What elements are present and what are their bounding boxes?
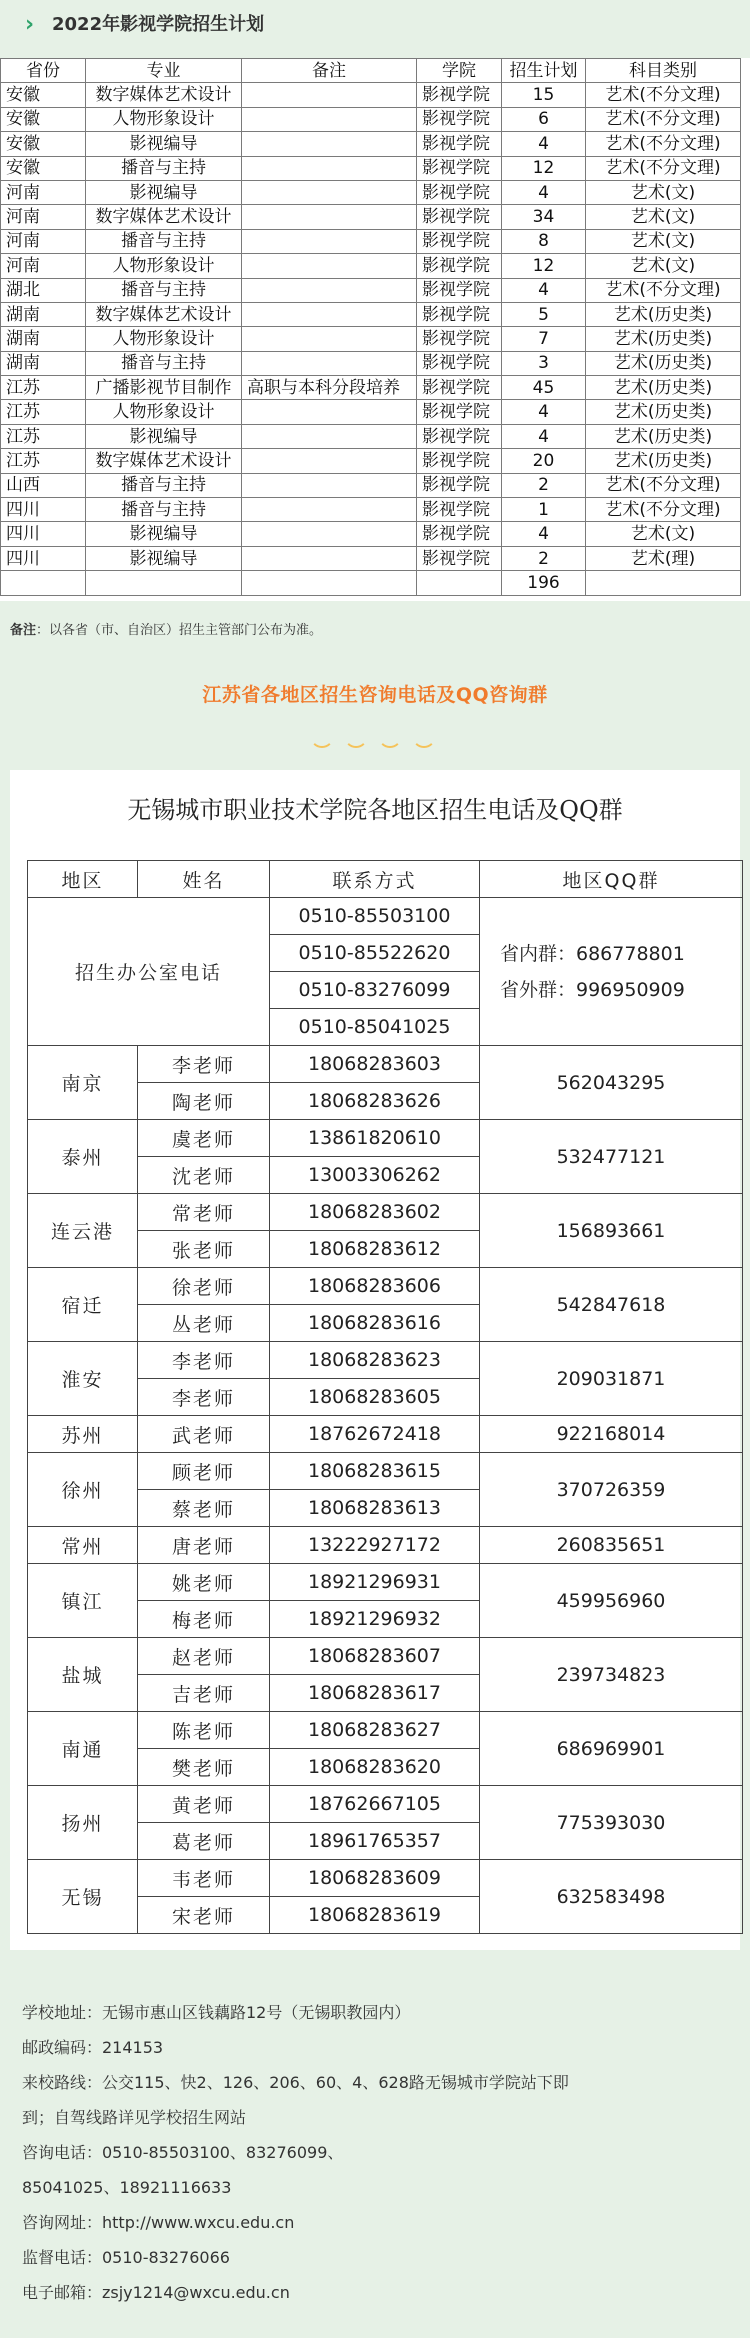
plan-cell <box>242 522 417 546</box>
office-phone: 0510-85041025 <box>270 1009 480 1046</box>
plan-cell: 影视编导 <box>86 424 242 448</box>
table-row <box>1 424 741 448</box>
plan-cell: 人物形象设计 <box>86 254 242 278</box>
plan-cell: 影视学院 <box>417 498 502 522</box>
plan-cell: 河南 <box>1 229 86 253</box>
plan-cell: 安徽 <box>1 132 86 156</box>
plan-cell: 艺术(历史类) <box>586 400 741 424</box>
table-row <box>1 156 741 180</box>
plan-cell: 艺术(不分文理) <box>586 107 741 131</box>
region-qq: 459956960 <box>480 1564 743 1638</box>
table-row <box>1 376 741 400</box>
plan-cell: 艺术(文) <box>586 180 741 204</box>
plan-cell: 安徽 <box>1 83 86 107</box>
remark-text: ：以各省（市、自治区）招生主管部门公布为准。 <box>36 623 323 638</box>
table-row <box>28 1453 743 1490</box>
plan-cell: 20 <box>502 449 586 473</box>
plan-header-cell: 学院 <box>417 59 502 83</box>
plan-cell: 影视编导 <box>86 546 242 570</box>
contact-name: 李老师 <box>138 1342 270 1379</box>
plan-cell: 4 <box>502 132 586 156</box>
plan-cell <box>417 571 502 595</box>
plan-cell: 影视学院 <box>417 546 502 570</box>
plan-cell: 7 <box>502 327 586 351</box>
contact-phone: 18068283619 <box>270 1897 480 1934</box>
contact-phone: 13003306262 <box>270 1157 480 1194</box>
plan-cell <box>242 205 417 229</box>
table-row <box>1 473 741 497</box>
table-row <box>28 1342 743 1379</box>
contact-name: 赵老师 <box>138 1638 270 1675</box>
plan-cell: 艺术(文) <box>586 205 741 229</box>
plan-cell: 影视学院 <box>417 229 502 253</box>
plan-cell: 艺术(不分文理) <box>586 473 741 497</box>
plan-cell <box>242 107 417 131</box>
plan-cell <box>242 278 417 302</box>
region-name: 泰州 <box>28 1120 138 1194</box>
plan-cell: 影视学院 <box>417 376 502 400</box>
office-qq-in: 省内群：686778801 <box>500 942 685 965</box>
footer-line: 电子邮箱：zsjy1214@wxcu.edu.cn <box>22 2283 290 2302</box>
table-row <box>28 1268 743 1305</box>
contact-phone: 13861820610 <box>270 1120 480 1157</box>
plan-cell: 人物形象设计 <box>86 107 242 131</box>
plan-cell: 艺术(历史类) <box>586 424 741 448</box>
plan-cell: 河南 <box>1 205 86 229</box>
plan-cell <box>586 571 741 595</box>
region-name: 南京 <box>28 1046 138 1120</box>
contact-name: 黄老师 <box>138 1786 270 1823</box>
plan-cell: 山西 <box>1 473 86 497</box>
table-row <box>28 1638 743 1675</box>
plan-cell: 艺术(不分文理) <box>586 498 741 522</box>
plan-cell: 播音与主持 <box>86 156 242 180</box>
plan-cell: 4 <box>502 180 586 204</box>
plan-cell: 34 <box>502 205 586 229</box>
table-row <box>1 351 741 375</box>
plan-cell: 12 <box>502 156 586 180</box>
plan-cell: 影视学院 <box>417 522 502 546</box>
table-row <box>28 1860 743 1897</box>
contact-name: 虞老师 <box>138 1120 270 1157</box>
plan-cell: 湖南 <box>1 351 86 375</box>
plan-cell: 2 <box>502 473 586 497</box>
plan-cell: 4 <box>502 522 586 546</box>
plan-cell: 15 <box>502 83 586 107</box>
plan-cell <box>242 83 417 107</box>
contact-phone: 18068283609 <box>270 1860 480 1897</box>
contact-name: 徐老师 <box>138 1268 270 1305</box>
plan-cell: 45 <box>502 376 586 400</box>
contact-phone: 18068283603 <box>270 1046 480 1083</box>
plan-cell: 江苏 <box>1 424 86 448</box>
contact-doc-title: 无锡城市职业技术学院各地区招生电话及QQ群 <box>127 796 623 824</box>
plan-cell <box>242 424 417 448</box>
plan-cell: 影视学院 <box>417 327 502 351</box>
plan-total: 196 <box>502 571 586 595</box>
contact-name: 武老师 <box>138 1416 270 1453</box>
region-name: 徐州 <box>28 1453 138 1527</box>
plan-cell: 艺术(历史类) <box>586 376 741 400</box>
contact-name: 吉老师 <box>138 1675 270 1712</box>
region-qq: 239734823 <box>480 1638 743 1712</box>
plan-cell: 影视学院 <box>417 351 502 375</box>
table-row <box>1 302 741 326</box>
region-name: 淮安 <box>28 1342 138 1416</box>
footer-line: 咨询网址：http://www.wxcu.edu.cn <box>22 2213 295 2232</box>
region-qq: 922168014 <box>480 1416 743 1453</box>
plan-cell: 广播影视节目制作 <box>86 376 242 400</box>
region-qq: 775393030 <box>480 1786 743 1860</box>
table-row <box>1 254 741 278</box>
plan-cell: 5 <box>502 302 586 326</box>
table-row <box>28 1712 743 1749</box>
contact-phone: 18068283613 <box>270 1490 480 1527</box>
plan-cell: 播音与主持 <box>86 229 242 253</box>
plan-cell <box>86 571 242 595</box>
contact-phone: 18961765357 <box>270 1823 480 1860</box>
plan-cell: 艺术(历史类) <box>586 351 741 375</box>
footer-line: 学校地址：无锡市惠山区钱藕路12号（无锡职教园内） <box>22 2003 411 2022</box>
contact-phone: 18068283615 <box>270 1453 480 1490</box>
plan-cell: 播音与主持 <box>86 473 242 497</box>
contact-phone: 13222927172 <box>270 1527 480 1564</box>
table-row <box>28 1527 743 1564</box>
plan-cell: 艺术(文) <box>586 254 741 278</box>
plan-cell <box>242 180 417 204</box>
table-row <box>1 449 741 473</box>
plan-cell: 12 <box>502 254 586 278</box>
table-row <box>1 229 741 253</box>
contact-name: 蔡老师 <box>138 1490 270 1527</box>
office-qq-out: 省外群：996950909 <box>500 978 685 1001</box>
region-qq: 156893661 <box>480 1194 743 1268</box>
plan-header-cell: 科目类别 <box>586 59 741 83</box>
office-row <box>28 898 743 935</box>
plan-cell: 播音与主持 <box>86 278 242 302</box>
plan-cell: 影视学院 <box>417 424 502 448</box>
plan-cell <box>242 400 417 424</box>
contact-header-cell: 姓名 <box>138 861 270 898</box>
table-row <box>28 1194 743 1231</box>
plan-cell: 安徽 <box>1 156 86 180</box>
table-row <box>1 83 741 107</box>
footer-info <box>0 1995 750 2310</box>
plan-title: 2022年影视学院招生计划 <box>52 14 265 35</box>
contact-phone: 18068283616 <box>270 1305 480 1342</box>
plan-cell <box>242 302 417 326</box>
table-row <box>1 107 741 131</box>
contact-name: 沈老师 <box>138 1157 270 1194</box>
plan-cell <box>242 254 417 278</box>
plan-header-cell: 备注 <box>242 59 417 83</box>
plan-cell: 人物形象设计 <box>86 327 242 351</box>
plan-header-cell: 省份 <box>1 59 86 83</box>
plan-cell <box>242 449 417 473</box>
plan-cell: 影视学院 <box>417 302 502 326</box>
table-row <box>28 1120 743 1157</box>
plan-cell: 四川 <box>1 498 86 522</box>
plan-cell: 数字媒体艺术设计 <box>86 205 242 229</box>
plan-cell: 安徽 <box>1 107 86 131</box>
plan-cell <box>242 498 417 522</box>
region-qq: 260835651 <box>480 1527 743 1564</box>
contact-name: 梅老师 <box>138 1601 270 1638</box>
contact-phone: 18068283605 <box>270 1379 480 1416</box>
region-qq: 632583498 <box>480 1860 743 1934</box>
table-row <box>1 180 741 204</box>
contact-name: 李老师 <box>138 1046 270 1083</box>
plan-cell <box>242 473 417 497</box>
contact-name: 常老师 <box>138 1194 270 1231</box>
region-qq: 542847618 <box>480 1268 743 1342</box>
contact-phone: 18068283626 <box>270 1083 480 1120</box>
contact-header-cell: 地区 <box>28 861 138 898</box>
contact-name: 葛老师 <box>138 1823 270 1860</box>
contact-name: 唐老师 <box>138 1527 270 1564</box>
plan-header-cell: 招生计划 <box>502 59 586 83</box>
plan-cell: 4 <box>502 424 586 448</box>
contact-name: 陈老师 <box>138 1712 270 1749</box>
office-phone: 0510-85522620 <box>270 935 480 972</box>
table-row <box>1 132 741 156</box>
plan-cell: 四川 <box>1 546 86 570</box>
chevron-right-icon: › <box>25 12 35 37</box>
plan-cell: 影视编导 <box>86 522 242 546</box>
contact-phone: 18068283627 <box>270 1712 480 1749</box>
region-name: 连云港 <box>28 1194 138 1268</box>
decorative-arcs-icon <box>310 724 440 748</box>
contact-card <box>10 770 740 1950</box>
plan-cell: 江苏 <box>1 376 86 400</box>
plan-cell: 1 <box>502 498 586 522</box>
plan-cell: 影视学院 <box>417 180 502 204</box>
plan-cell: 2 <box>502 546 586 570</box>
contact-name: 樊老师 <box>138 1749 270 1786</box>
plan-cell: 艺术(不分文理) <box>586 278 741 302</box>
plan-cell: 播音与主持 <box>86 351 242 375</box>
contact-phone: 18921296931 <box>270 1564 480 1601</box>
table-row <box>28 1564 743 1601</box>
plan-cell: 艺术(理) <box>586 546 741 570</box>
plan-cell: 湖南 <box>1 302 86 326</box>
plan-cell: 影视学院 <box>417 156 502 180</box>
plan-cell: 艺术(不分文理) <box>586 156 741 180</box>
table-row <box>28 1046 743 1083</box>
contact-name: 姚老师 <box>138 1564 270 1601</box>
plan-cell <box>242 229 417 253</box>
plan-cell: 河南 <box>1 180 86 204</box>
plan-cell: 艺术(不分文理) <box>586 83 741 107</box>
plan-header-cell: 专业 <box>86 59 242 83</box>
footer-line: 咨询电话：0510-85503100、83276099、 <box>22 2143 344 2162</box>
contact-phone: 18068283617 <box>270 1675 480 1712</box>
plan-cell: 数字媒体艺术设计 <box>86 449 242 473</box>
plan-cell: 江苏 <box>1 449 86 473</box>
region-name: 无锡 <box>28 1860 138 1934</box>
region-qq: 209031871 <box>480 1342 743 1416</box>
plan-cell: 艺术(历史类) <box>586 302 741 326</box>
footer-line: 到；自驾线路详见学校招生网站 <box>22 2108 247 2127</box>
plan-cell <box>242 327 417 351</box>
contact-name: 李老师 <box>138 1379 270 1416</box>
plan-cell <box>1 571 86 595</box>
contact-name: 宋老师 <box>138 1897 270 1934</box>
plan-cell: 艺术(文) <box>586 229 741 253</box>
plan-cell: 艺术(历史类) <box>586 327 741 351</box>
region-qq: 686969901 <box>480 1712 743 1786</box>
region-name: 常州 <box>28 1527 138 1564</box>
plan-cell: 艺术(文) <box>586 522 741 546</box>
plan-cell: 6 <box>502 107 586 131</box>
region-name: 宿迁 <box>28 1268 138 1342</box>
region-qq: 562043295 <box>480 1046 743 1120</box>
office-qq-cell <box>480 898 743 1046</box>
contact-phone: 18068283612 <box>270 1231 480 1268</box>
region-qq: 370726359 <box>480 1453 743 1527</box>
contact-name: 丛老师 <box>138 1305 270 1342</box>
contact-phone: 18068283620 <box>270 1749 480 1786</box>
plan-cell: 数字媒体艺术设计 <box>86 302 242 326</box>
office-phone: 0510-85503100 <box>270 898 480 935</box>
plan-cell: 江苏 <box>1 400 86 424</box>
plan-cell: 影视学院 <box>417 278 502 302</box>
plan-cell <box>242 351 417 375</box>
plan-cell: 数字媒体艺术设计 <box>86 83 242 107</box>
contact-table <box>27 860 743 1934</box>
footer-line: 85041025、18921116633 <box>22 2178 232 2197</box>
plan-header-row <box>1 59 741 83</box>
footer-line: 监督电话：0510-83276066 <box>22 2248 230 2267</box>
contact-name: 顾老师 <box>138 1453 270 1490</box>
region-qq: 532477121 <box>480 1120 743 1194</box>
plan-cell: 4 <box>502 400 586 424</box>
plan-cell: 影视学院 <box>417 449 502 473</box>
table-row <box>28 1416 743 1453</box>
plan-remark <box>0 601 750 651</box>
plan-cell: 影视学院 <box>417 132 502 156</box>
contact-header-cell: 地区QQ群 <box>480 861 743 898</box>
plan-cell: 影视编导 <box>86 132 242 156</box>
plan-cell <box>242 546 417 570</box>
plan-cell <box>242 132 417 156</box>
region-name: 镇江 <box>28 1564 138 1638</box>
contact-phone: 18762672418 <box>270 1416 480 1453</box>
plan-cell: 湖北 <box>1 278 86 302</box>
plan-cell: 影视学院 <box>417 205 502 229</box>
plan-cell: 播音与主持 <box>86 498 242 522</box>
table-row <box>1 205 741 229</box>
plan-cell: 影视学院 <box>417 254 502 278</box>
plan-cell: 影视学院 <box>417 400 502 424</box>
plan-total-row <box>1 571 741 595</box>
table-row <box>1 327 741 351</box>
remark-label: 备注 <box>10 623 37 638</box>
jiangsu-heading: 江苏省各地区招生咨询电话及QQ咨询群 <box>202 684 548 706</box>
plan-table <box>0 58 741 596</box>
contact-phone: 18068283606 <box>270 1268 480 1305</box>
table-row <box>28 1786 743 1823</box>
contact-header-row <box>28 861 743 898</box>
plan-cell: 高职与本科分段培养 <box>242 376 417 400</box>
plan-cell: 影视学院 <box>417 107 502 131</box>
contact-name: 韦老师 <box>138 1860 270 1897</box>
plan-cell: 影视编导 <box>86 180 242 204</box>
region-name: 苏州 <box>28 1416 138 1453</box>
footer-line: 来校路线：公交115、快2、126、206、60、4、628路无锡城市学院站下即 <box>22 2073 569 2092</box>
plan-cell: 艺术(历史类) <box>586 449 741 473</box>
office-phone: 0510-83276099 <box>270 972 480 1009</box>
plan-cell: 四川 <box>1 522 86 546</box>
office-label: 招生办公室电话 <box>28 898 270 1046</box>
contact-phone: 18068283623 <box>270 1342 480 1379</box>
region-name: 扬州 <box>28 1786 138 1860</box>
contact-header-cell: 联系方式 <box>270 861 480 898</box>
contact-name: 张老师 <box>138 1231 270 1268</box>
plan-cell: 8 <box>502 229 586 253</box>
plan-cell: 影视学院 <box>417 83 502 107</box>
contact-phone: 18068283607 <box>270 1638 480 1675</box>
plan-cell <box>242 156 417 180</box>
contact-phone: 18068283602 <box>270 1194 480 1231</box>
region-name: 南通 <box>28 1712 138 1786</box>
table-row <box>1 522 741 546</box>
table-row <box>1 278 741 302</box>
plan-cell: 影视学院 <box>417 473 502 497</box>
contact-name: 陶老师 <box>138 1083 270 1120</box>
plan-cell: 4 <box>502 278 586 302</box>
plan-cell: 3 <box>502 351 586 375</box>
contact-phone: 18921296932 <box>270 1601 480 1638</box>
plan-cell: 河南 <box>1 254 86 278</box>
table-row <box>1 498 741 522</box>
footer-line: 邮政编码：214153 <box>22 2038 164 2057</box>
table-row <box>1 546 741 570</box>
table-row <box>1 400 741 424</box>
region-name: 盐城 <box>28 1638 138 1712</box>
plan-section-header <box>0 0 750 50</box>
plan-cell: 艺术(不分文理) <box>586 132 741 156</box>
contact-phone: 18762667105 <box>270 1786 480 1823</box>
plan-cell <box>242 571 417 595</box>
plan-cell: 湖南 <box>1 327 86 351</box>
plan-table-container <box>0 58 750 601</box>
plan-cell: 人物形象设计 <box>86 400 242 424</box>
